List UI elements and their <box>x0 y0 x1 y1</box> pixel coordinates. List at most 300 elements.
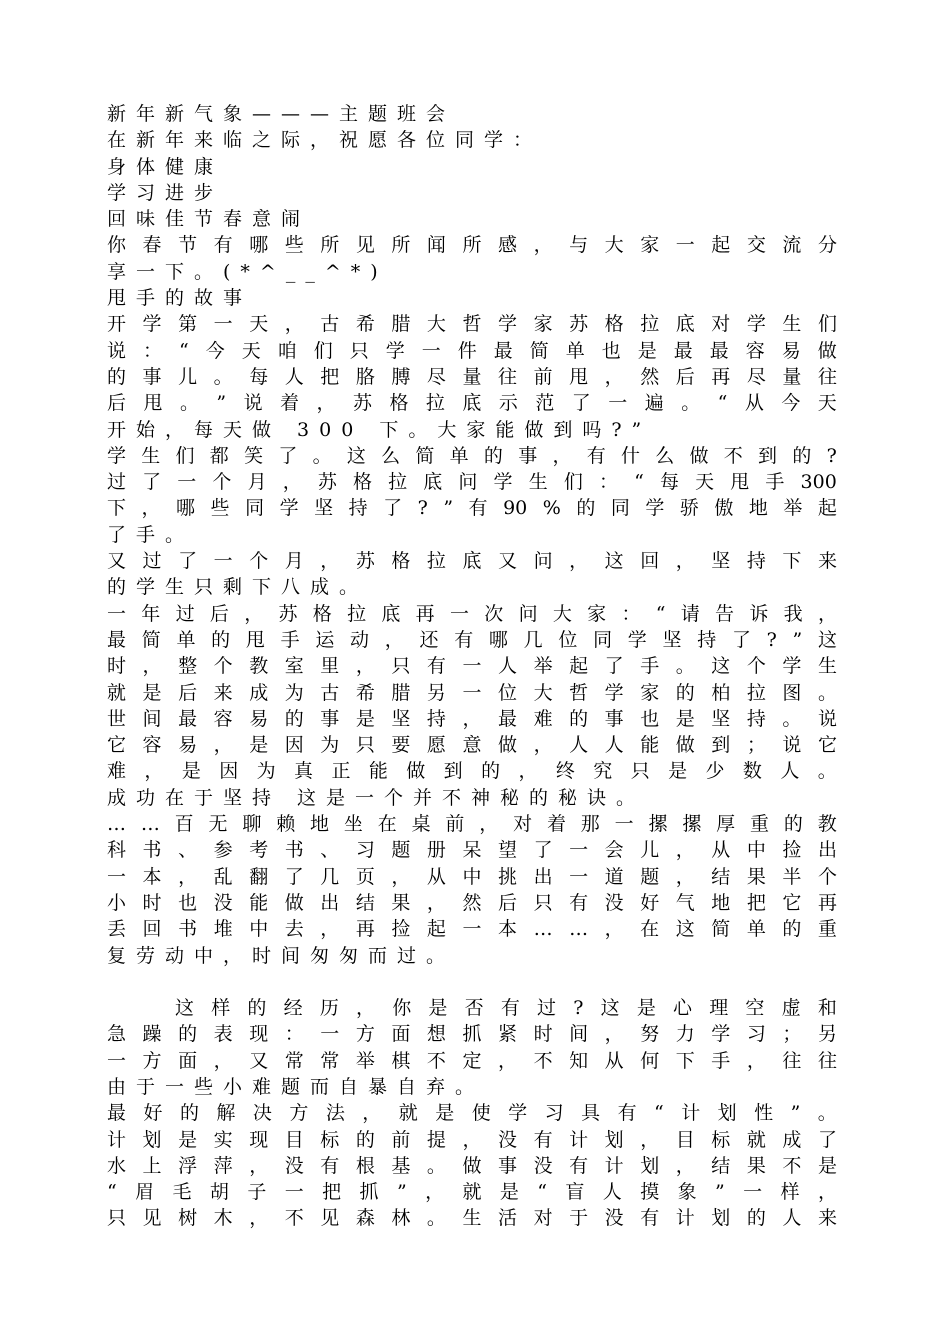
glyph: 底 <box>462 392 482 415</box>
line-glyphs <box>107 758 837 784</box>
glyph: 去 <box>284 918 304 941</box>
glyph: 中 <box>746 839 766 862</box>
glyph: 标 <box>320 1128 340 1151</box>
glyph: ， <box>244 602 264 625</box>
glyph: 是 <box>636 997 656 1020</box>
text-line <box>107 916 837 942</box>
glyph: 手 <box>280 628 300 651</box>
glyph: 有 <box>640 1207 660 1230</box>
line-glyphs <box>107 890 837 916</box>
glyph: 动 <box>350 628 370 651</box>
glyph: 好 <box>143 1102 163 1125</box>
glyph: 起 <box>817 497 837 520</box>
glyph: 前 <box>445 813 465 836</box>
glyph: 摞 <box>682 813 702 836</box>
glyph: 底 <box>423 471 443 494</box>
glyph: 我 <box>783 602 803 625</box>
glyph: 哪 <box>249 234 269 257</box>
glyph: 为 <box>256 760 276 783</box>
glyph: 了 <box>817 1128 837 1151</box>
glyph: 历 <box>319 997 339 1020</box>
glyph: 又 <box>107 550 127 573</box>
glyph: 哪 <box>488 628 508 651</box>
glyph: 学 <box>498 313 518 336</box>
glyph: 你 <box>107 234 127 257</box>
glyph: 们 <box>817 313 837 336</box>
page-title: 新年新气象———主题班会 <box>107 103 456 125</box>
glyph: 是 <box>637 339 657 362</box>
glyph: 在 <box>640 918 660 941</box>
glyph: 甩 <box>143 392 163 415</box>
glyph: 单 <box>565 339 585 362</box>
glyph: 题 <box>391 839 411 862</box>
glyph: 又 <box>498 550 518 573</box>
glyph: 为 <box>284 681 304 704</box>
glyph: 说 <box>107 339 127 362</box>
glyph: 最 <box>673 339 693 362</box>
glyph: 心 <box>673 997 693 1020</box>
glyph: 考 <box>249 839 269 862</box>
glyph: 下 <box>675 1049 695 1072</box>
glyph: 摸 <box>640 1181 660 1204</box>
glyph: 下 <box>107 497 127 520</box>
glyph: 每 <box>659 471 679 494</box>
glyph: 虚 <box>781 997 801 1020</box>
glyph: 做 <box>284 891 304 914</box>
glyph: 过 <box>142 550 162 573</box>
glyph: 它 <box>782 891 802 914</box>
glyph: 没 <box>213 891 233 914</box>
glyph: 问 <box>518 602 538 625</box>
glyph: 简 <box>415 444 435 467</box>
glyph: 结 <box>355 891 375 914</box>
glyph: 生 <box>462 1207 482 1230</box>
glyph: 一 <box>213 550 233 573</box>
glyph: 乱 <box>213 865 233 888</box>
text-line: 回味佳节春意闹 <box>107 208 311 231</box>
glyph: 是 <box>181 760 201 783</box>
glyph: 翻 <box>249 865 269 888</box>
text-line <box>107 1021 837 1047</box>
glyph: 要 <box>391 734 411 757</box>
glyph: 几 <box>523 628 543 651</box>
glyph: 样 <box>211 997 231 1020</box>
glyph: 事 <box>604 707 624 730</box>
glyph: 个 <box>212 471 232 494</box>
glyph: 分 <box>817 234 837 257</box>
glyph: 习 <box>544 1102 564 1125</box>
glyph: 计 <box>107 1128 127 1151</box>
glyph: 上 <box>142 1154 162 1177</box>
glyph: 半 <box>782 865 802 888</box>
glyph: 了 <box>278 444 298 467</box>
glyph: 拉 <box>425 392 445 415</box>
glyph: 甩 <box>245 628 265 651</box>
glyph: 哲 <box>462 313 482 336</box>
glyph: 学 <box>782 655 802 678</box>
glyph: 尽 <box>426 365 446 388</box>
glyph: 尽 <box>746 365 766 388</box>
glyph: 。 <box>179 392 199 415</box>
glyph: 个 <box>213 655 233 678</box>
glyph: 是 <box>435 1102 455 1125</box>
glyph: 持 <box>746 550 766 573</box>
glyph: 天 <box>249 313 269 336</box>
glyph: 为 <box>320 734 340 757</box>
glyph: 挑 <box>498 865 518 888</box>
glyph: 从 <box>604 1049 624 1072</box>
glyph: 同 <box>610 497 630 520</box>
glyph: 想 <box>426 1023 446 1046</box>
glyph: 闻 <box>426 234 446 257</box>
glyph: 否 <box>464 997 484 1020</box>
glyph: 着 <box>280 392 300 415</box>
glyph: 习 <box>355 839 375 862</box>
glyph: ” <box>792 628 803 651</box>
glyph: 同 <box>245 497 265 520</box>
glyph: 请 <box>680 602 700 625</box>
glyph: “ <box>179 339 189 362</box>
glyph: 室 <box>284 655 304 678</box>
glyph: ， <box>462 707 482 730</box>
glyph: ； <box>782 1023 802 1046</box>
glyph: 个 <box>249 550 269 573</box>
glyph: 的 <box>107 365 127 388</box>
glyph: ： <box>284 1023 304 1046</box>
glyph: 拉 <box>640 313 660 336</box>
glyph: 教 <box>817 813 837 836</box>
glyph: 只 <box>391 655 411 678</box>
glyph: 单 <box>746 918 766 941</box>
glyph: 它 <box>107 734 127 757</box>
glyph: ， <box>141 497 161 520</box>
glyph: 柏 <box>711 681 731 704</box>
glyph: 生 <box>141 444 161 467</box>
glyph: 使 <box>471 1102 491 1125</box>
glyph: “ <box>537 1181 547 1204</box>
glyph: 有 <box>569 1154 589 1177</box>
glyph: 面 <box>178 1049 198 1072</box>
glyph: 、 <box>320 839 340 862</box>
glyph: 一 <box>569 865 589 888</box>
glyph: 见 <box>142 1207 162 1230</box>
glyph: 林 <box>391 1207 411 1230</box>
glyph: 何 <box>640 1049 660 1072</box>
glyph: 大 <box>604 234 624 257</box>
glyph: 划 <box>711 1207 731 1230</box>
text-line: 的学生只剩下八成。 <box>107 576 369 599</box>
glyph: 的 <box>782 918 802 941</box>
glyph: 。 <box>426 1154 446 1177</box>
glyph: 示 <box>498 392 518 415</box>
glyph: ； <box>746 734 766 757</box>
glyph: 诉 <box>749 602 769 625</box>
glyph: 学 <box>746 313 766 336</box>
glyph: ， <box>178 865 198 888</box>
glyph: 持 <box>426 707 446 730</box>
text-line <box>107 311 837 337</box>
glyph: 是 <box>817 1154 837 1177</box>
glyph: 实 <box>213 1128 233 1151</box>
glyph: 究 <box>593 760 613 783</box>
glyph: ” <box>396 1181 407 1204</box>
text-line <box>107 390 837 416</box>
glyph: 法 <box>325 1102 345 1125</box>
glyph: 后 <box>209 602 229 625</box>
glyph: 做 <box>462 1154 482 1177</box>
glyph: 会 <box>604 839 624 862</box>
line-glyphs <box>107 1205 837 1231</box>
glyph: ” <box>443 497 454 520</box>
glyph: 现 <box>249 1128 269 1151</box>
glyph: 坚 <box>391 707 411 730</box>
glyph: 数 <box>742 760 762 783</box>
glyph: 划 <box>717 1102 737 1125</box>
line-glyphs <box>107 601 837 627</box>
glyph: 抓 <box>359 1181 379 1204</box>
glyph: 学 <box>142 313 162 336</box>
glyph: 意 <box>462 734 482 757</box>
glyph: ， <box>425 1181 445 1204</box>
glyph: 没 <box>533 1154 553 1177</box>
glyph: 来 <box>817 550 837 573</box>
glyph: 流 <box>782 234 802 257</box>
glyph: 躁 <box>142 1023 162 1046</box>
glyph: 整 <box>178 655 198 678</box>
glyph: ： <box>598 471 618 494</box>
glyph: 们 <box>313 339 333 362</box>
glyph: 后 <box>107 392 127 415</box>
glyph: 计 <box>681 1102 701 1125</box>
line-glyphs <box>107 1048 837 1074</box>
glyph: 厚 <box>716 813 736 836</box>
glyph: 对 <box>533 1207 553 1230</box>
text-line <box>107 1127 837 1153</box>
glyph: 人 <box>604 734 624 757</box>
glyph: 。 <box>426 1207 446 1230</box>
glyph: 家 <box>640 234 660 257</box>
glyph: ， <box>282 471 302 494</box>
glyph: 正 <box>331 760 351 783</box>
glyph: 出 <box>533 865 553 888</box>
glyph: 大 <box>552 602 572 625</box>
glyph: 说 <box>243 392 263 415</box>
glyph: ， <box>675 550 695 573</box>
glyph: 家 <box>640 681 660 704</box>
glyph: 手 <box>765 471 785 494</box>
glyph: 了 <box>383 497 403 520</box>
glyph: 简 <box>141 628 161 651</box>
line-glyphs <box>107 706 837 732</box>
glyph: 人 <box>602 1181 622 1204</box>
glyph: 家 <box>587 602 607 625</box>
text-line <box>107 364 837 390</box>
glyph: 的 <box>178 1023 198 1046</box>
line-glyphs <box>107 338 837 364</box>
glyph: “ <box>634 471 644 494</box>
glyph: “ <box>655 602 666 625</box>
glyph: 了 <box>604 655 624 678</box>
glyph: ， <box>817 1181 837 1204</box>
glyph: 萍 <box>213 1154 233 1177</box>
text-line <box>107 732 837 758</box>
glyph: 划 <box>142 1128 162 1151</box>
glyph: 能 <box>640 734 660 757</box>
glyph: ， <box>426 891 446 914</box>
glyph: 简 <box>711 918 731 941</box>
glyph: 坚 <box>314 497 334 520</box>
glyph: 天 <box>241 339 261 362</box>
glyph: ? <box>826 444 837 467</box>
glyph: 前 <box>533 365 553 388</box>
glyph: 胳 <box>355 365 375 388</box>
glyph: 见 <box>320 1207 340 1230</box>
glyph: 聊 <box>242 813 262 836</box>
glyph: 么 <box>381 444 401 467</box>
glyph: 再 <box>415 602 435 625</box>
glyph: 空 <box>745 997 765 1020</box>
glyph: 地 <box>748 497 768 520</box>
text-line: 享一下。(*^__^*) <box>107 260 388 283</box>
glyph: 位 <box>498 681 518 704</box>
glyph: 成 <box>782 1128 802 1151</box>
glyph: 决 <box>252 1102 272 1125</box>
glyph: 学 <box>493 471 513 494</box>
glyph: 往 <box>782 1049 802 1072</box>
glyph: 过 <box>537 997 557 1020</box>
glyph: 就 <box>398 1102 418 1125</box>
glyph: 学 <box>604 681 624 704</box>
glyph: 终 <box>555 760 575 783</box>
glyph: 面 <box>391 1023 411 1046</box>
text-line <box>107 1205 837 1231</box>
glyph: 是 <box>668 760 688 783</box>
text-line <box>107 1100 837 1126</box>
text-line: 学习进步 <box>107 181 224 204</box>
glyph: 计 <box>675 1207 695 1230</box>
glyph: 时 <box>107 655 127 678</box>
glyph: ， <box>479 813 499 836</box>
glyph: 教 <box>249 655 269 678</box>
glyph: 开 <box>107 313 127 336</box>
glyph: ： <box>621 602 641 625</box>
glyph: 参 <box>213 839 233 862</box>
glyph: 人 <box>569 734 589 757</box>
glyph: 最 <box>107 1102 127 1125</box>
glyph: 易 <box>249 707 269 730</box>
glyph: 学 <box>645 497 665 520</box>
glyph: 简 <box>529 339 549 362</box>
glyph: 中 <box>462 865 482 888</box>
glyph: 所 <box>320 234 340 257</box>
glyph: 生 <box>817 655 837 678</box>
glyph: 有 <box>617 1102 637 1125</box>
glyph: 有 <box>426 655 446 678</box>
glyph: 气 <box>675 891 695 914</box>
glyph: 急 <box>107 1023 127 1046</box>
glyph: ， <box>362 1102 382 1125</box>
glyph: 重 <box>750 813 770 836</box>
text-line <box>107 469 837 495</box>
glyph: 再 <box>711 365 731 388</box>
glyph: 是 <box>675 707 695 730</box>
glyph: 样 <box>780 1181 800 1204</box>
glyph: 下 <box>782 550 802 573</box>
glyph: 量 <box>462 365 482 388</box>
glyph: ， <box>675 1154 695 1177</box>
glyph: 只 <box>533 891 553 914</box>
glyph: … <box>140 813 160 836</box>
glyph: 就 <box>462 1181 482 1204</box>
line-glyphs <box>107 837 837 863</box>
glyph: ” <box>216 392 227 415</box>
glyph: ， <box>356 997 376 1020</box>
glyph: 几 <box>320 865 340 888</box>
text-line: 甩手的故事 <box>107 287 253 310</box>
glyph: 的 <box>783 813 803 836</box>
glyph: 后 <box>675 365 695 388</box>
glyph: 另 <box>426 681 446 704</box>
glyph: 所 <box>391 234 411 257</box>
glyph: 的 <box>355 1128 375 1151</box>
glyph: 些 <box>210 497 230 520</box>
glyph: 定 <box>462 1049 482 1072</box>
glyph: 小 <box>107 891 127 914</box>
glyph: 抓 <box>462 1023 482 1046</box>
glyph: 举 <box>783 497 803 520</box>
glyph: ， <box>391 865 411 888</box>
line-glyphs <box>107 1127 837 1153</box>
glyph: 力 <box>675 1023 695 1046</box>
glyph: 能 <box>249 891 269 914</box>
line-glyphs <box>107 311 837 337</box>
glyph: 底 <box>462 550 482 573</box>
glyph: 。 <box>312 444 332 467</box>
glyph: 生 <box>528 471 548 494</box>
glyph: 基 <box>391 1154 411 1177</box>
glyph: 这 <box>346 444 366 467</box>
text-line <box>107 1153 837 1179</box>
glyph: 知 <box>569 1049 589 1072</box>
glyph: ? <box>573 997 584 1020</box>
line-glyphs <box>107 864 837 890</box>
line-glyphs <box>107 390 837 416</box>
glyph: 运 <box>315 628 335 651</box>
glyph: 后 <box>498 891 518 914</box>
glyph: 毛 <box>172 1181 192 1204</box>
glyph: ” <box>715 1181 725 1204</box>
glyph: 着 <box>546 813 566 836</box>
glyph: ， <box>462 1128 482 1151</box>
glyph: ， <box>640 1128 660 1151</box>
glyph: 同 <box>593 628 613 651</box>
glyph: 甩 <box>569 365 589 388</box>
glyph: 事 <box>320 707 340 730</box>
glyph: 结 <box>711 1154 731 1177</box>
line-glyphs <box>107 680 837 706</box>
glyph: ， <box>569 550 589 573</box>
glyph: ? <box>766 628 777 651</box>
glyph: 这 <box>675 918 695 941</box>
glyph: ， <box>498 1049 518 1072</box>
glyph: 地 <box>711 891 731 914</box>
glyph: 们 <box>175 444 195 467</box>
glyph: 盲 <box>565 1181 585 1204</box>
glyph: 人 <box>498 655 518 678</box>
glyph: ， <box>320 918 340 941</box>
glyph: 地 <box>310 813 330 836</box>
glyph: 苏 <box>352 392 372 415</box>
